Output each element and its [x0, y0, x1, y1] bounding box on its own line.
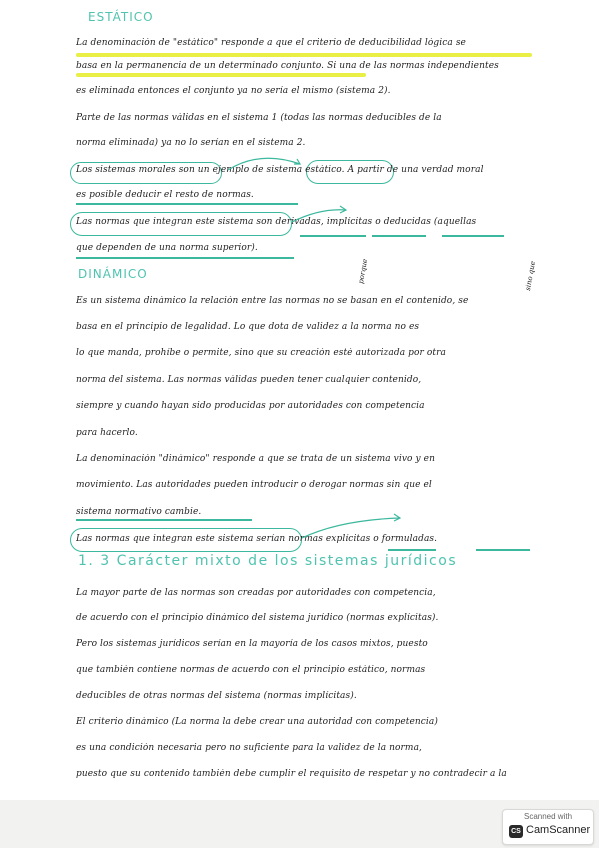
text-line: sistema normativo cambie. — [76, 507, 202, 517]
text-line: Pero los sistemas jurídicos serían en la mayoría de los casos mixtos, puesto — [76, 639, 428, 649]
underline-que-dependen — [76, 257, 294, 259]
underline-formuladas — [476, 549, 530, 551]
scanner-app-name: CamScanner — [526, 824, 591, 836]
text-line: La denominación "dinámico" responde a que se trata de un sistema vivo y en — [76, 454, 435, 464]
text-line: La mayor parte de las normas son creadas por autoridades con competencia, — [76, 588, 436, 598]
text-line: Las normas que integran este sistema son derivadas, implícitas o deducidas (aquellas — [76, 217, 477, 227]
text-line: para hacerlo. — [76, 428, 138, 438]
text-line: es posible deducir el resto de normas. — [76, 190, 254, 200]
text-line: movimiento. Las autoridades pueden introducir o derogar normas sin que el — [76, 480, 432, 490]
arrowhead — [340, 206, 346, 213]
text-line: lo que manda, prohíbe o permite, sino que su creación esté autorizada por otra — [76, 348, 446, 358]
text-line: Los sistemas morales son un ejemplo de sistema estático. A partir de una verdad moral — [76, 165, 484, 175]
underline-explicitas — [388, 549, 436, 551]
text-line: basa en el principio de legalidad. Lo que dota de validez a la norma no es — [76, 322, 420, 332]
text-line: El criterio dinámico (La norma la debe crear una autoridad con competencia) — [76, 717, 438, 727]
text-line: La denominación de "estático" responde a que el criterio de deducibilidad lógica se — [76, 38, 466, 48]
highlight-line-1 — [76, 53, 532, 57]
text-line: deducibles de otras normas del sistema (normas implícitas). — [76, 691, 357, 701]
annotation-porque: porque — [357, 258, 370, 285]
heading-estatico: ESTÁTICO — [88, 10, 154, 24]
text-line: Las normas que integran este sistema serían normas explícitas o formuladas. — [76, 534, 438, 544]
text-line: norma eliminada) ya no lo serían en el sistema 2. — [76, 138, 306, 148]
text-line: Es un sistema dinámico la relación entre las normas no se basan en el contenido, se — [76, 296, 469, 306]
text-line: norma del sistema. Las normas válidas pueden tener cualquier contenido, — [76, 375, 422, 385]
text-line: es una condición necesaria pero no suficiente para la validez de la norma, — [76, 743, 422, 753]
camscanner-logo-icon: CS — [509, 825, 523, 838]
text-line: que dependen de una norma superior). — [76, 243, 258, 253]
text-line: basa en la permanencia de un determinado conjunto. Si una de las normas independientes — [76, 61, 499, 71]
heading-dinamico: DINÁMICO — [78, 267, 148, 281]
text-line: es eliminada entonces el conjunto ya no sería el mismo (sistema 2). — [76, 86, 391, 96]
text-line: Parte de las normas válidas en el sistema 1 (todas las normas deducibles de la — [76, 113, 442, 123]
arrowhead — [294, 159, 300, 164]
annotation-sino-que: sino que — [524, 260, 538, 292]
text-line: puesto que su contenido también debe cumplir el requisito de respetar y no contradecir a la — [76, 769, 507, 779]
scanner-watermark — [502, 809, 594, 845]
heading-caracter-mixto: 1. 3 Carácter mixto de los sistemas jurídicos — [78, 553, 458, 569]
scanner-caption: Scanned with — [523, 812, 573, 821]
underline-deducir — [76, 203, 298, 205]
underline-implicitas — [372, 235, 426, 237]
underline-sistema-cambie — [76, 519, 252, 521]
text-line: de acuerdo con el principio dinámico del sistema jurídico (normas explícitas). — [76, 613, 439, 623]
highlight-line-2 — [76, 73, 366, 77]
underline-derivadas — [300, 235, 366, 237]
text-line: siempre y cuando hayan sido producidas por autoridades con competencia — [76, 401, 425, 411]
underline-deducidas — [442, 235, 504, 237]
text-line: que también contiene normas de acuerdo con el principio estático, normas — [76, 665, 426, 675]
